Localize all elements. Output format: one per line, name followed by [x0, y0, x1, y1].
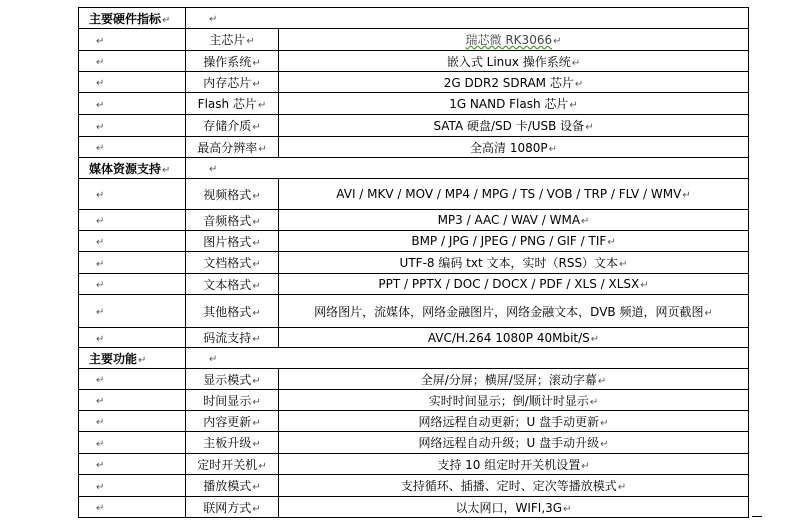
section-title: 媒体资源支持 [89, 161, 162, 176]
section-title-cell [79, 348, 186, 369]
spec-value-cell [279, 72, 749, 93]
spec-label: Flash 芯片 [197, 97, 257, 111]
spec-label-cell [186, 274, 279, 295]
section-empty-cell [186, 158, 749, 179]
paragraph-mark: ↵ [96, 375, 105, 386]
spec-value-cell [279, 137, 749, 158]
spec-value: 瑞芯微 RK3066 [465, 33, 553, 47]
paragraph-mark: ↵ [252, 216, 261, 228]
spec-value-cell [279, 497, 749, 518]
empty-cell [79, 328, 186, 348]
paragraph-mark: ↵ [96, 216, 105, 227]
spec-label-cell [186, 295, 279, 328]
paragraph-mark: ↵ [569, 100, 578, 111]
spec-label-cell [186, 390, 279, 411]
spec-label: 定时开关机 [197, 457, 258, 472]
spec-value-cell [279, 328, 749, 348]
spec-row [79, 231, 749, 252]
spec-row [79, 432, 749, 454]
spec-value-cell [279, 252, 749, 274]
paragraph-mark: ↵ [96, 57, 105, 68]
spec-row [79, 475, 749, 497]
spec-row [79, 328, 749, 348]
spec-label: 图片格式 [203, 234, 252, 249]
spec-value: PPT / PPTX / DOC / DOCX / PDF / XLS / XLSX [378, 277, 640, 291]
paragraph-mark: ↵ [252, 259, 261, 270]
paragraph-mark: ↵ [209, 14, 218, 25]
spec-value: 实时时间显示；倒/顺计时显示 [428, 393, 589, 408]
spec-value-cell [279, 29, 749, 51]
section-title-cell [79, 158, 186, 179]
empty-cell [79, 210, 186, 231]
paragraph-mark: ↵ [96, 35, 105, 47]
spec-value-cell [279, 231, 749, 252]
spec-table [78, 7, 749, 518]
spec-label-cell [186, 231, 279, 252]
spec-label-cell [186, 51, 279, 72]
paragraph-mark: ↵ [96, 438, 105, 450]
paragraph-mark: ↵ [258, 460, 267, 472]
paragraph-mark: ↵ [96, 78, 105, 89]
empty-cell [79, 252, 186, 274]
paragraph-mark: ↵ [574, 78, 584, 90]
spec-row [79, 51, 749, 72]
paragraph-mark: ↵ [96, 143, 105, 154]
spec-row [79, 295, 749, 328]
spec-label: 联网方式 [203, 500, 252, 515]
spec-label: 内容更新 [203, 414, 252, 429]
spec-label-cell [186, 115, 279, 137]
spec-label: 内存芯片 [203, 75, 252, 90]
paragraph-mark: ↵ [252, 307, 261, 319]
spec-value: AVI / MKV / MOV / MP4 / MPG / TS / VOB / TRP / FLV / WMV [336, 187, 682, 201]
spec-value: SATA 硬盘/SD 卡/USB 设备 [433, 119, 585, 133]
spec-row [79, 137, 749, 158]
spec-value-cell [279, 115, 749, 137]
spec-label: 主芯片 [209, 33, 246, 47]
spec-label: 视频格式 [203, 187, 252, 202]
spec-value: 以太网口，WIFI,3G [455, 500, 563, 515]
spec-label: 最高分辨率 [197, 140, 258, 155]
spec-value-cell [279, 93, 749, 115]
spec-label-cell [186, 29, 279, 51]
spec-row [79, 411, 749, 432]
spec-label-cell [186, 328, 279, 348]
empty-cell [79, 475, 186, 497]
paragraph-mark: ↵ [257, 100, 267, 111]
paragraph-mark: ↵ [252, 375, 261, 387]
section-title: 主要功能 [89, 351, 138, 366]
spec-value: 网络远程自动更新；U 盘手动更新 [418, 414, 600, 429]
paragraph-mark: ↵ [548, 143, 557, 155]
paragraph-mark: ↵ [96, 258, 105, 270]
spec-value: MP3 / AAC / WAV / WMA [437, 213, 581, 227]
section-empty-cell [186, 8, 749, 29]
spec-row [79, 274, 749, 295]
paragraph-mark: ↵ [209, 354, 218, 365]
paragraph-mark: ↵ [246, 36, 255, 47]
spec-label-cell [186, 411, 279, 432]
spec-value: 2G DDR2 SDRAM 芯片 [443, 75, 574, 90]
spec-value: 全高清 1080P [470, 140, 548, 155]
paragraph-mark: ↵ [252, 237, 261, 249]
spec-value: 网络远程自动升级；U 盘手动升级 [418, 436, 600, 450]
paragraph-mark: ↵ [553, 36, 562, 47]
spec-label-cell [186, 454, 279, 475]
paragraph-mark: ↵ [563, 503, 572, 515]
paragraph-mark: ↵ [96, 417, 105, 428]
spec-label-cell [186, 179, 279, 210]
spec-value-cell [279, 51, 749, 72]
spec-label-cell [186, 137, 279, 158]
spec-label: 其他格式 [203, 304, 252, 319]
paragraph-mark: ↵ [252, 396, 261, 408]
spec-row [79, 369, 749, 390]
paragraph-mark: ↵ [252, 280, 261, 292]
paragraph-mark: ↵ [571, 57, 581, 69]
paragraph-mark: ↵ [252, 439, 261, 450]
empty-cell [79, 390, 186, 411]
spec-value-cell [279, 295, 749, 328]
spec-label: 播放模式 [203, 479, 252, 493]
spec-row [79, 210, 749, 231]
empty-cell [79, 432, 186, 454]
paragraph-mark: ↵ [682, 190, 691, 201]
paragraph-mark: ↵ [585, 122, 594, 133]
spec-table-body [79, 8, 749, 518]
paragraph-mark: ↵ [581, 460, 590, 472]
spec-value: AVC/H.264 1080P 40Mbit/S [427, 330, 590, 345]
spec-row [79, 93, 749, 115]
spec-row [79, 390, 749, 411]
paragraph-mark: ↵ [252, 122, 261, 133]
spec-label-cell [186, 72, 279, 93]
paragraph-mark: ↵ [252, 417, 261, 429]
paragraph-mark: ↵ [162, 164, 171, 176]
spec-value-cell [279, 210, 749, 231]
paragraph-mark: ↵ [252, 190, 261, 202]
spec-label: 文档格式 [203, 256, 252, 270]
spec-row [79, 454, 749, 475]
spec-label: 操作系统 [203, 54, 252, 69]
empty-cell [79, 497, 186, 518]
spec-label-cell [186, 252, 279, 274]
paragraph-mark: ↵ [617, 482, 627, 493]
paragraph-mark: ↵ [590, 333, 600, 345]
paragraph-mark: ↵ [138, 354, 147, 366]
spec-label: 显示模式 [203, 372, 252, 387]
spec-row [79, 72, 749, 93]
spec-value-cell [279, 454, 749, 475]
empty-cell [79, 115, 186, 137]
paragraph-mark: ↵ [252, 78, 261, 90]
spec-value: 嵌入式 Linux 操作系统 [446, 54, 571, 69]
paragraph-mark: ↵ [252, 503, 261, 515]
paragraph-mark: ↵ [581, 216, 590, 227]
paragraph-mark: ↵ [96, 99, 105, 111]
paragraph-mark: ↵ [619, 259, 628, 270]
paragraph-mark: ↵ [252, 57, 261, 69]
paragraph-mark: ↵ [96, 481, 105, 493]
paragraph-mark: ↵ [597, 375, 607, 387]
paragraph-mark: ↵ [252, 334, 261, 345]
spec-row [79, 252, 749, 274]
spec-value-cell [279, 411, 749, 432]
paragraph-mark: ↵ [96, 460, 105, 471]
empty-cell [79, 369, 186, 390]
spec-value-cell [279, 475, 749, 497]
paragraph-mark: ↵ [607, 237, 616, 248]
empty-cell [79, 411, 186, 432]
section-header-row [79, 158, 749, 179]
paragraph-mark: ↵ [252, 482, 261, 493]
spec-label-cell [186, 93, 279, 115]
paragraph-mark: ↵ [162, 14, 171, 26]
spec-label: 音频格式 [203, 213, 252, 228]
paragraph-mark: ↵ [209, 164, 218, 175]
spec-label-cell [186, 432, 279, 454]
spec-label: 存储介质 [203, 119, 252, 133]
spec-label-cell [186, 369, 279, 390]
spec-value: 全屏/分屏；横屏/竖屏；滚动字幕 [420, 372, 597, 387]
spec-row [79, 179, 749, 210]
spec-value: 网络图片，流媒体，网络金融图片，网络金融文本，DVB 频道，网页截图 [314, 304, 704, 319]
empty-cell [79, 274, 186, 295]
spec-label: 码流支持 [203, 331, 252, 345]
paragraph-mark: ↵ [600, 417, 609, 429]
empty-cell [79, 72, 186, 93]
paragraph-mark: ↵ [96, 307, 105, 318]
end-of-table-marker [752, 516, 762, 518]
spec-value-cell [279, 369, 749, 390]
section-title: 主要硬件指标 [89, 11, 162, 26]
section-header-row [79, 348, 749, 369]
spec-row [79, 497, 749, 518]
spec-value-cell [279, 179, 749, 210]
empty-cell [79, 231, 186, 252]
spec-label-cell [186, 210, 279, 231]
paragraph-mark: ↵ [600, 439, 609, 450]
spec-value: BMP / JPG / JPEG / PNG / GIF / TIF [411, 234, 607, 248]
section-empty-cell [186, 348, 749, 369]
empty-cell [79, 93, 186, 115]
spec-value-cell [279, 274, 749, 295]
spec-label-cell [186, 497, 279, 518]
empty-cell [79, 454, 186, 475]
section-header-row [79, 8, 749, 29]
spec-value-cell [279, 390, 749, 411]
paragraph-mark: ↵ [96, 396, 105, 407]
spec-value: UTF-8 编码 txt 文本，实时（RSS）文本 [399, 256, 619, 270]
paragraph-mark: ↵ [640, 280, 649, 291]
paragraph-mark: ↵ [258, 143, 267, 155]
empty-cell [79, 137, 186, 158]
spec-label: 主板升级 [203, 436, 252, 450]
paragraph-mark: ↵ [704, 307, 713, 319]
spec-label: 文本格式 [203, 277, 252, 292]
paragraph-mark: ↵ [96, 121, 105, 133]
spec-row [79, 115, 749, 137]
empty-cell [79, 179, 186, 210]
spec-value: 支持循环、插播、定时、定次等播放模式 [400, 479, 617, 493]
paragraph-mark: ↵ [96, 280, 105, 291]
paragraph-mark: ↵ [96, 503, 105, 514]
empty-cell [79, 51, 186, 72]
paragraph-mark: ↵ [589, 396, 599, 408]
spec-value: 1G NAND Flash 芯片 [449, 97, 569, 111]
section-title-cell [79, 8, 186, 29]
spec-value: 支持 10 组定时开关机设置 [437, 457, 581, 472]
paragraph-mark: ↵ [96, 333, 105, 345]
spec-row [79, 29, 749, 51]
spec-label-cell [186, 475, 279, 497]
paragraph-mark: ↵ [96, 190, 105, 201]
spec-value-cell [279, 432, 749, 454]
spec-label: 时间显示 [203, 393, 252, 408]
empty-cell [79, 295, 186, 328]
empty-cell [79, 29, 186, 51]
paragraph-mark: ↵ [96, 237, 105, 248]
